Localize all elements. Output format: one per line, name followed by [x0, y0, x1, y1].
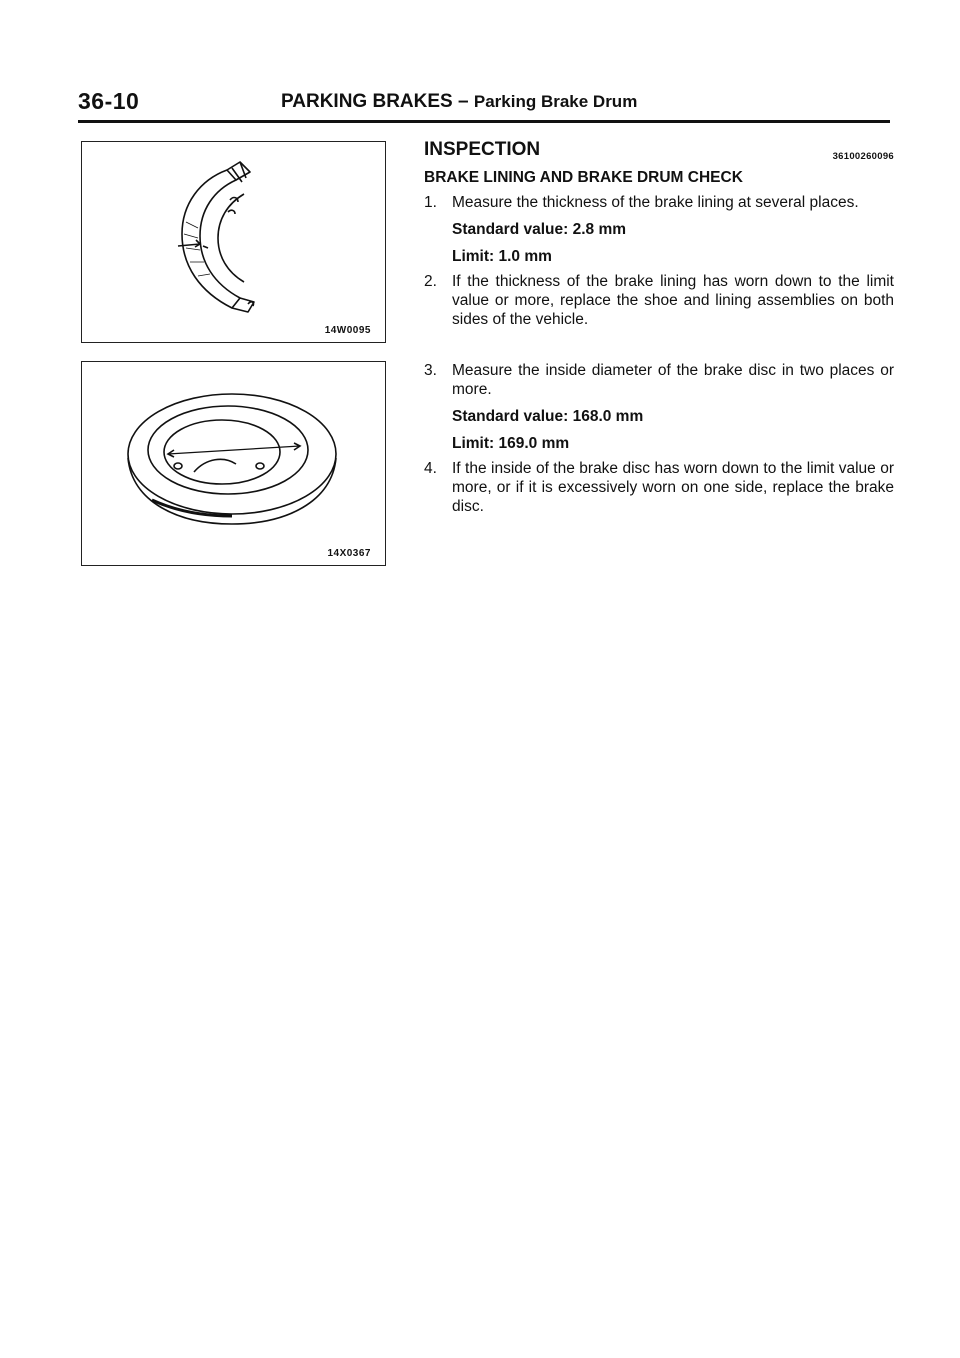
- section-name: PARKING BRAKES: [281, 91, 453, 112]
- standard-value: Standard value: 2.8 mm: [452, 221, 627, 238]
- step-text: If the inside of the brake disc has worn down to the limit value or more, or if it is excessively worn on one side, replace the brake disc.: [452, 460, 894, 515]
- step-number: 2.: [424, 273, 437, 290]
- standard-value: Standard value: 168.0 mm: [452, 408, 644, 425]
- figure-code: 14X0367: [327, 548, 371, 559]
- subsection-name: Parking Brake Drum: [473, 92, 638, 111]
- step-number: 4.: [424, 460, 437, 477]
- page-number: 36-10: [78, 88, 140, 114]
- step-text: Measure the inside diameter of the brake disc in two places or more.: [452, 362, 894, 398]
- brake-shoe-figure: [81, 141, 386, 343]
- section-title: [281, 91, 637, 113]
- brake-disc-figure: [81, 361, 386, 566]
- header-rule: [78, 120, 890, 123]
- title-separator: –: [458, 91, 469, 112]
- section-heading: INSPECTION: [424, 139, 541, 160]
- step-number: 3.: [424, 362, 437, 379]
- limit-value: Limit: 1.0 mm: [452, 248, 552, 265]
- step-text: Measure the thickness of the brake lining at several places.: [452, 194, 859, 211]
- limit-value: Limit: 169.0 mm: [452, 435, 570, 452]
- step-number: 1.: [424, 194, 437, 211]
- inspection-content: [424, 140, 894, 520]
- step-item: [424, 272, 894, 329]
- spacer: [424, 333, 894, 361]
- page-header: [78, 88, 890, 120]
- document-code: 36100260096: [832, 151, 894, 162]
- step-item: [424, 459, 894, 516]
- step-text: If the thickness of the brake lining has worn down to the limit value or more, replace the shoe and lining assemblies on both sides of the vehicle.: [452, 273, 894, 328]
- brake-shoe-illustration: [82, 142, 384, 341]
- step-item: [424, 193, 894, 212]
- subheading: BRAKE LINING AND BRAKE DRUM CHECK: [424, 169, 743, 186]
- figure-code: 14W0095: [324, 325, 371, 336]
- heading-row: [424, 140, 894, 166]
- brake-disc-illustration: [82, 362, 384, 564]
- step-item: [424, 361, 894, 399]
